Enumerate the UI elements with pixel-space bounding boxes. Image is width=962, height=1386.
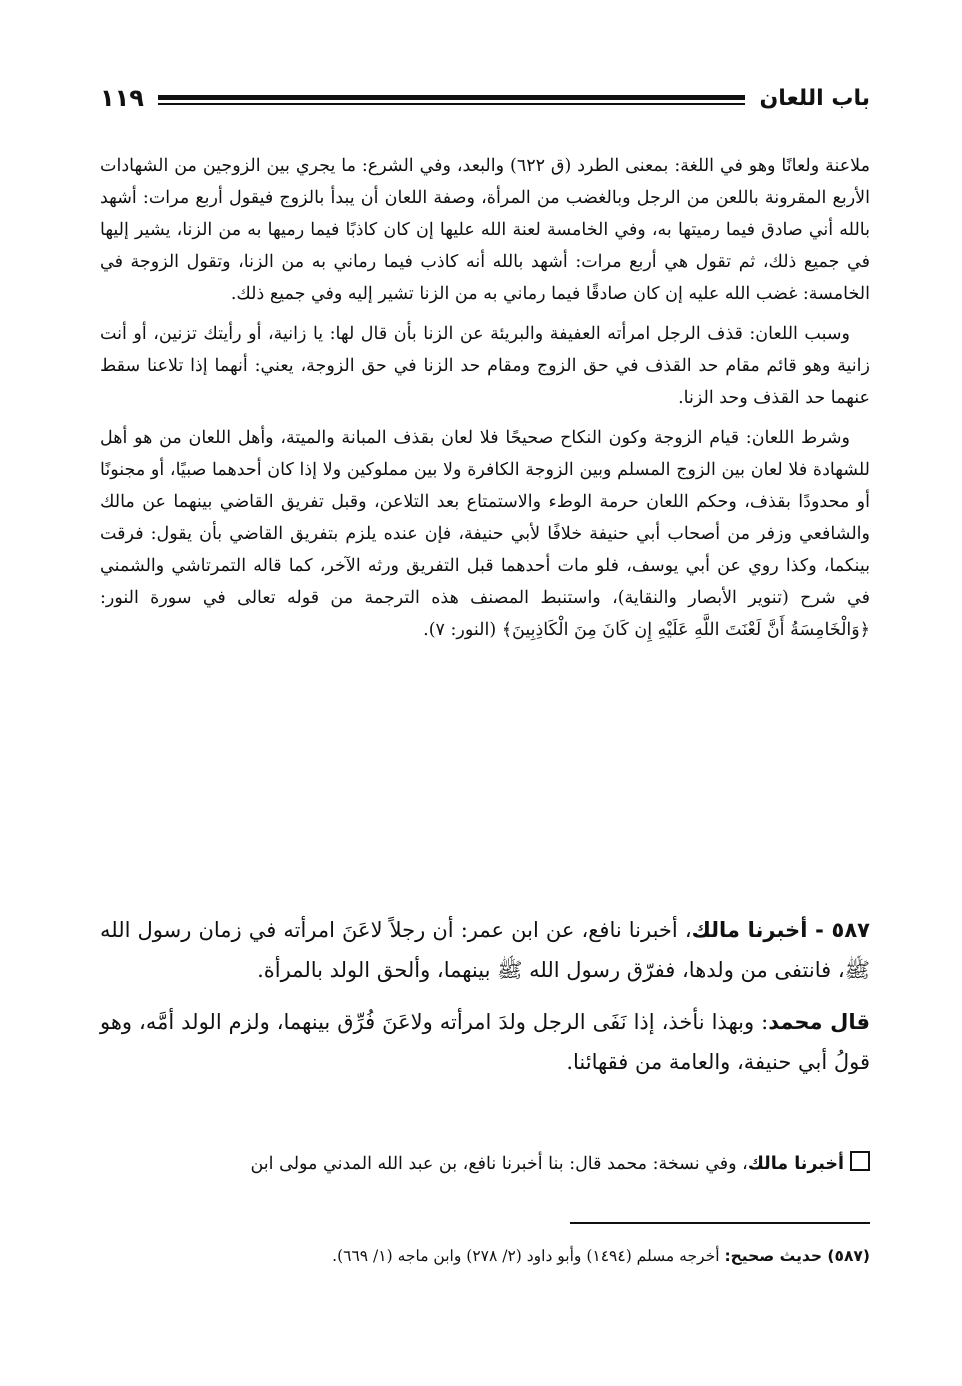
hadith-number-label: ٥٨٧ - أخبرنا مالك: [691, 918, 870, 942]
muhammad-paragraph: [100, 1002, 870, 1082]
hadith-text: ، أخبرنا نافع، عن ابن عمر: أن رجلاً لاعَنَ امرأته في زمان رسول الله ﷺ، فانتفى من ولدها، ففرّق رسول الله ﷺ بينهما، وألحق الولد بالمرأة.: [100, 918, 870, 982]
muhammad-label: قال محمد: [768, 1010, 871, 1034]
header-rule: [158, 95, 746, 105]
footnote: [100, 1242, 870, 1270]
page-header: [100, 78, 870, 118]
commentary-paragraph: ملاعنة ولعانًا وهو في اللغة: بمعنى الطرد (ق ٦٢٢) والبعد، وفي الشرع: ما يجري بين الزوجين من الشهادات الأربع المقرونة باللعن من الرجل وبالغضب من المرأة، وصفة اللعان أن يبدأ بالزوج فيقول أربع مرات: أشهد بالله أني صادق فيما رميتها به، وفي الخامسة لعنة الله عليها إن كان كاذبًا فيما رميها به من الزنا، يشير إليها في جميع ذلك، ثم تقول هي أربع مرات: أشهد بالله أنه كاذب فيما رماني به من الزنا، وتقول الزوجة في الخامسة: غضب الله عليه إن كان صادقًا فيما رماني به من الزنا تشير إليه وفي جميع ذلك.: [100, 156, 870, 304]
page-number: ١١٩: [100, 84, 144, 112]
note-label: أخبرنا مالك: [747, 1154, 844, 1174]
commentary-paragraph: وسبب اللعان: قذف الرجل امرأته العفيفة والبريئة عن الزنا بأن قال لها: يا زانية، أو رأيتك تزنين، أو أنت زانية وهو قائم مقام حد القذف في حق الزوج ومقام حد الزنا في حق الزوجة، يعني: أنهما إذا تلاعنا سقط عنهما حد القذف وحد الزنا.: [100, 324, 870, 408]
square-bullet-icon: [850, 1151, 870, 1171]
chapter-title: باب اللعان: [759, 85, 870, 111]
muhammad-text: : وبهذا نأخذ، إذا نَفَى الرجل ولدَ امرأته ولاعَنَ فُرِّق بينهما، ولزم الولد أمَّه، وهو قولُ أبي حنيفة، والعامة من فقهائنا.: [100, 1010, 870, 1074]
hadith-block: [100, 910, 870, 1094]
footnote-rule: [570, 1222, 870, 1224]
note-line: [100, 1148, 870, 1180]
footnote-label: (٥٨٧) حديث صحيح:: [724, 1247, 870, 1265]
hadith-paragraph: [100, 910, 870, 990]
footnote-text: أخرجه مسلم (١٤٩٤) وأبو داود (٢/ ٢٧٨) وابن ماجه (١/ ٦٦٩).: [332, 1247, 725, 1265]
commentary-block: [100, 150, 870, 654]
note-text: ، وفي نسخة: محمد قال: بنا أخبرنا نافع، بن عبد الله المدني مولى ابن: [250, 1154, 748, 1174]
commentary-paragraph: وشرط اللعان: قيام الزوجة وكون النكاح صحيحًا فلا لعان بقذف المبانة والميتة، وأهل اللعان من هو أهل للشهادة فلا لعان بين الزوج المسلم وبين الزوجة الكافرة ولا بين مملوكين ولا إذا كان أحدهما صبيًا، أو مجنونًا أو محدودًا بقذف، وحكم اللعان حرمة الوطء والاستمتاع بعد التلاعن، وقبل تفريق القاضي بينهما عن مالك والشافعي وزفر من أصحاب أبي حنيفة خلافًا لأبي حنيفة، فإن عنده يلزم بتفريق القاضي بأن يقول: فرقت بينكما، وكذا روي عن أبي يوسف، فلو مات أحدهما قبل التفريق ورثه الآخر، كما قاله التمرتاشي والشمني في شرح (تنوير الأبصار والنقاية)، واستنبط المصنف هذه الترجمة من قوله تعالى في سورة النور: ﴿وَالْخَامِسَةُ أَنَّ لَعْنَتَ اللَّهِ عَلَيْهِ إِن كَانَ مِنَ الْكَاذِبِينَ﴾ (النور: ٧).: [100, 428, 870, 640]
